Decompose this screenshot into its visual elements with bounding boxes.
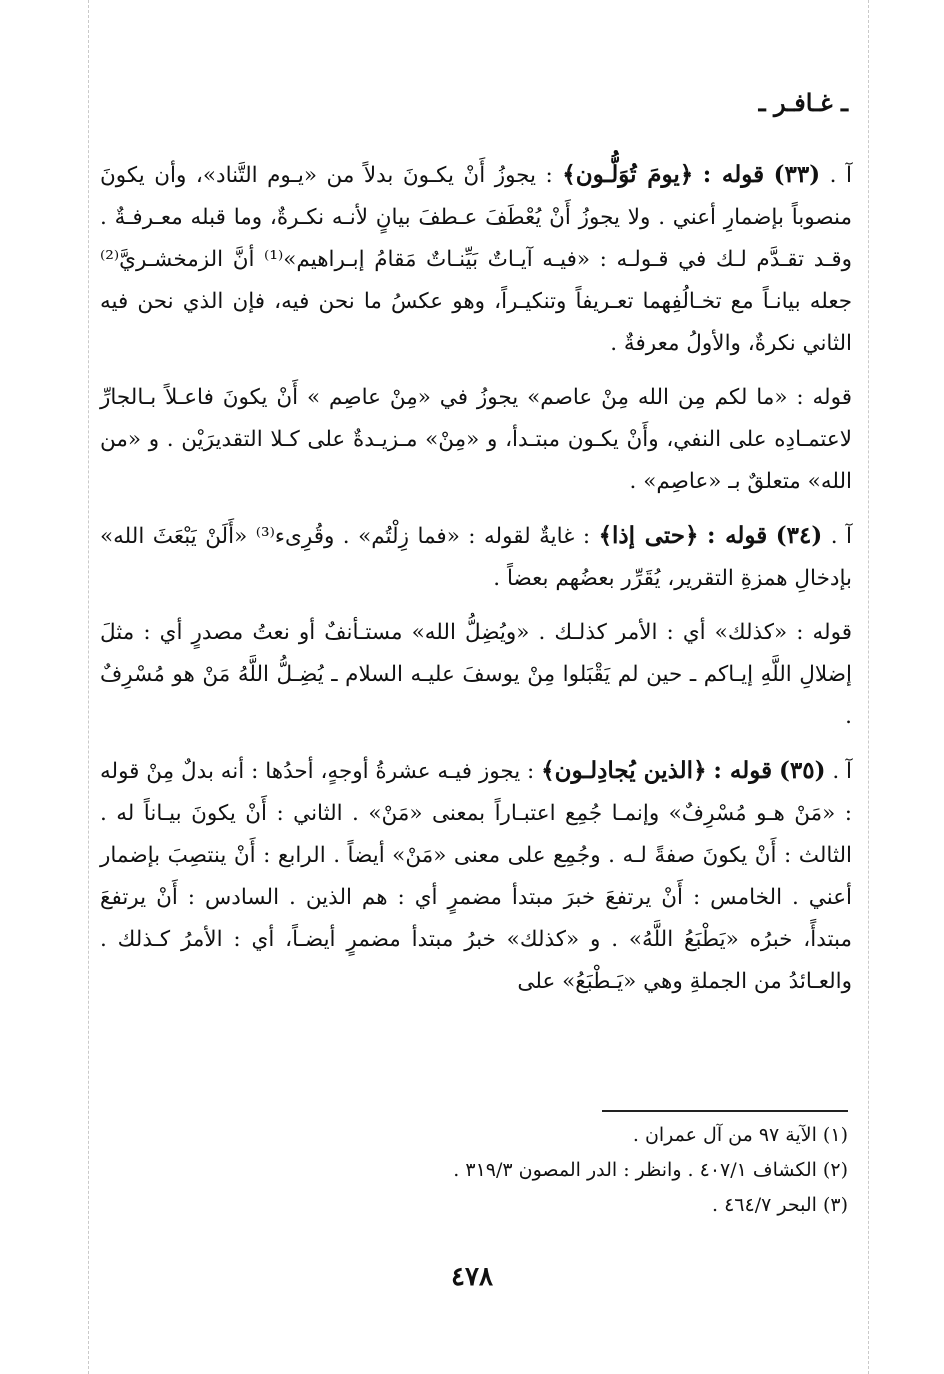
footnotes: [248, 1118, 848, 1223]
verse-marker: آ .: [830, 524, 853, 549]
commentary-text: : غايةٌ لقوله : «فما زِلْتُم» . وقُرِىء⁽³⁾ «أَلَنْ يَبْعَثَ الله» بإدخالِ همزةِ التقرير، يُقَرِّر بعضُهم بعضاً .: [100, 524, 852, 591]
commentary-text: : يجوز فيـه عشرةُ أوجهٍ، أحدُها : أنه بدلٌ مِنْ قوله : «مَنْ هـو مُسْرِفٌ» وإنمـا جُمِع اعتبـاراً بمعنى «مَنْ» . الثاني : أَنْ يكونَ بيـاناً له . الثالث : أَنْ يكونَ صفةً لـه . وجُمِع على معنى «مَنْ» أيضاً . الرابع : أَنْ ينتصِبَ بإضمار أعني . الخامس : أَنْ يرتفعَ خبرَ مبتدأ مضمرٍ أي : هم الذين . السادس : أَنْ يرتفعَ مبتدأً، خبرُه «يَطْبَعُ اللَّهُ» . و «كذلك» خبرُ مبتدأ مضمرٍ أيضـاً، أي : الأمرُ كـذلك . والعـائدُ من الجملةِ وهي «يَـطْبَعُ» على: [100, 759, 852, 994]
footnote-divider: [602, 1110, 848, 1112]
verse-marker: آ .: [832, 759, 853, 784]
page-number: ٤٧٨: [451, 1262, 493, 1292]
footnote-3: (٣) البحر ٤٦٤/٧ .: [711, 1194, 848, 1216]
verse-number: (٣٤): [775, 522, 823, 549]
commentary-text: : يجوزُ أَنْ يكـونَ بدلاً من «يـوم التَّناد»، وأن يكونَ منصوباً بإضمارِ أعني . ولا يجوزُ أَنْ يُعْطَفَ عـطفَ بيانٍ لأنـه نكـرةٌ، وما قبله معـرفـةٌ . وقـد تقـدَّم لـك في قـولـه : «فيـه آيـاتٌ بَيِّنـاتٌ مَقامُ إبـراهيم»⁽¹⁾ أنَّ الزمخشـريَّ⁽²⁾ جعله بيانـاً مع تخـالُفِهما تعـريفاً وتنكيـراً، وهو عكسُ ما نحن فيه، فإن الذي نحن فيه الثاني نكرةٌ، والأولُ معرفةٌ .: [100, 163, 852, 356]
verse-number: (٣٣): [773, 161, 821, 188]
verse-number: (٣٥): [779, 757, 826, 784]
commentary-verse-33: [100, 154, 852, 365]
footnote-2: (٢) الكشاف ٤٠٧/١ . وانظر : الدر المصون ٣١٩/٣ .: [453, 1159, 848, 1181]
page-body: [100, 150, 852, 1015]
left-margin-guide: [88, 0, 89, 1374]
commentary-paragraph: قوله : «كذلك» أي : الأمر كذلـك . «ويُضِلُّ الله» مستـأنفٌ أو نعتُ مصدرٍ أي : مثلَ إضلالِ اللَّهِ إيـاكم ـ حين لم يَقْبَلوا مِنْ يوسفَ عليـه السلام ـ يُضِـلُّ اللَّهُ مَنْ هو مُسْرِفٌ .: [100, 620, 852, 729]
verse-label: قوله :: [713, 757, 773, 784]
verse-label: قوله :: [706, 522, 768, 549]
commentary-verse-35: [100, 750, 852, 1003]
footnote-1: (١) الآية ٩٧ من آل عمران .: [632, 1124, 848, 1146]
verse-marker: آ .: [829, 163, 852, 188]
quran-quote: ﴿حتى إذا﴾: [598, 522, 699, 549]
quran-quote: ﴿الذين يُجادِلـون﴾: [541, 757, 707, 784]
right-margin-guide: [868, 0, 869, 1374]
running-head: ـ غـافـر ـ: [758, 88, 848, 117]
commentary-paragraph: قوله : «ما لكم مِن الله مِنْ عاصم» يجوزُ في «مِنْ عاصِم » أَنْ يكونَ فاعـلاً بـالجارِّ لاعتمـادِه على النفي، وأَنْ يكـون مبتـدأ، و «مِنْ» مـزيـدةٌ على كـلا التقديرَيْن . و «من الله» متعلقٌ بـ «عاصِم» .: [100, 385, 852, 494]
verse-label: قوله :: [702, 161, 765, 188]
quran-quote: ﴿يومَ تُوَلُّـون﴾: [562, 161, 694, 188]
commentary-verse-34: [100, 515, 852, 600]
